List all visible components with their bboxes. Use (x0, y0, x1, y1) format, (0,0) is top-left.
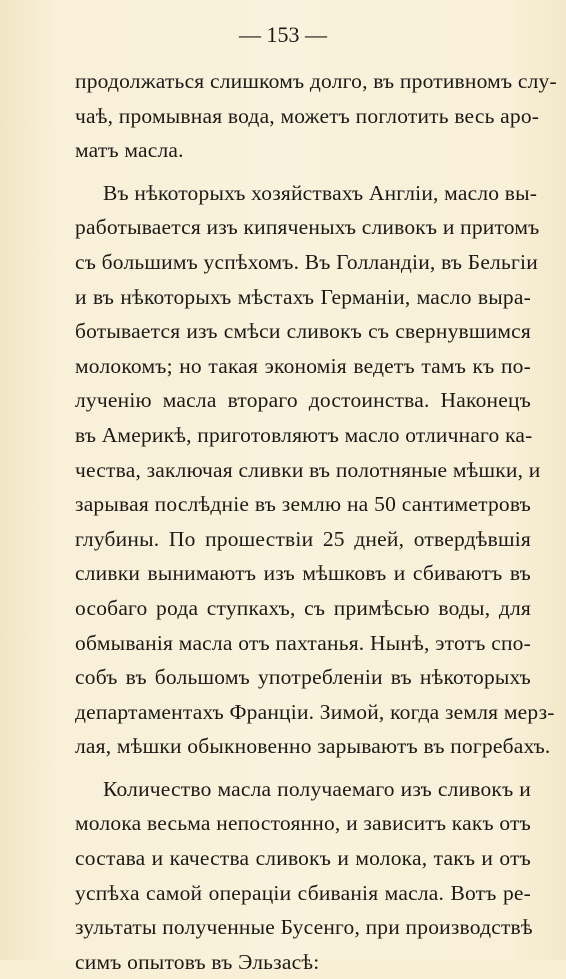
text-line: въ Америкѣ, приготовляютъ масло отличнаго ка- (75, 422, 533, 447)
text-line: чества, заключая сливки въ полотняные мѣшки, и (75, 457, 541, 482)
body-text (75, 64, 557, 979)
text-line: матъ масла. (75, 138, 184, 163)
text-line: чаѣ, промывная вода, можетъ поглотить весь аро- (75, 103, 540, 128)
text-line: съ большимъ успѣхомъ. Въ Голландіи, въ Бельгіи (75, 249, 538, 274)
text-line: ботывается изъ смѣси сливокъ съ свернувшимся (75, 319, 531, 344)
text-line: глубины. По прошествіи 25 дней, отвердѣвшія (75, 526, 531, 551)
text-line: особаго рода ступкахъ, съ примѣсью воды, для (75, 595, 531, 620)
text-line: состава и качества сливокъ и молока, такъ и отъ (75, 846, 531, 871)
paragraph (75, 64, 557, 168)
text-line: Въ нѣкоторыхъ хозяйствахъ Англіи, масло вы- (103, 180, 538, 205)
text-line: молокомъ; но такая экономія ведетъ тамъ къ по- (75, 353, 531, 378)
text-line: лученію масла втораго достоинства. Наконецъ (75, 388, 531, 413)
paragraph (75, 176, 555, 764)
page-number: — 153 — (239, 22, 327, 47)
text-line: зультаты полученные Бусенго, при производствѣ (75, 915, 533, 940)
text-line: лая, мѣшки обыкновенно зарываютъ въ погребахъ. (75, 734, 551, 759)
text-line: зарывая послѣдніе въ землю на 50 сантиметровъ (75, 492, 531, 517)
text-line: департаментахъ Франціи. Зимой, когда земля мерз- (75, 699, 555, 724)
text-line: симъ опытовъ въ Эльзасѣ: (75, 949, 320, 974)
text-line: сливки вынимаютъ изъ мѣшковъ и сбиваютъ въ (75, 561, 531, 586)
text-line: молока весьма непостоянно, и зависитъ какъ отъ (75, 811, 531, 836)
text-line: и въ нѣкоторыхъ мѣстахъ Германіи, масло выра- (75, 284, 531, 309)
text-line: продолжаться слишкомъ долго, въ противномъ слу- (75, 69, 557, 93)
text-line: успѣха самой операціи сбиванія масла. Вотъ ре- (75, 880, 531, 905)
text-line: работывается изъ кипяченыхъ сливокъ и притомъ (75, 215, 540, 240)
text-line: обмыванія масла отъ пахтанья. Нынѣ, этотъ спо- (75, 630, 531, 655)
text-line: собъ въ большомъ употребленіи въ нѣкоторыхъ (75, 665, 531, 690)
text-line: Количество масла получаемаго изъ сливокъ и (103, 776, 531, 801)
paragraph (75, 772, 531, 979)
